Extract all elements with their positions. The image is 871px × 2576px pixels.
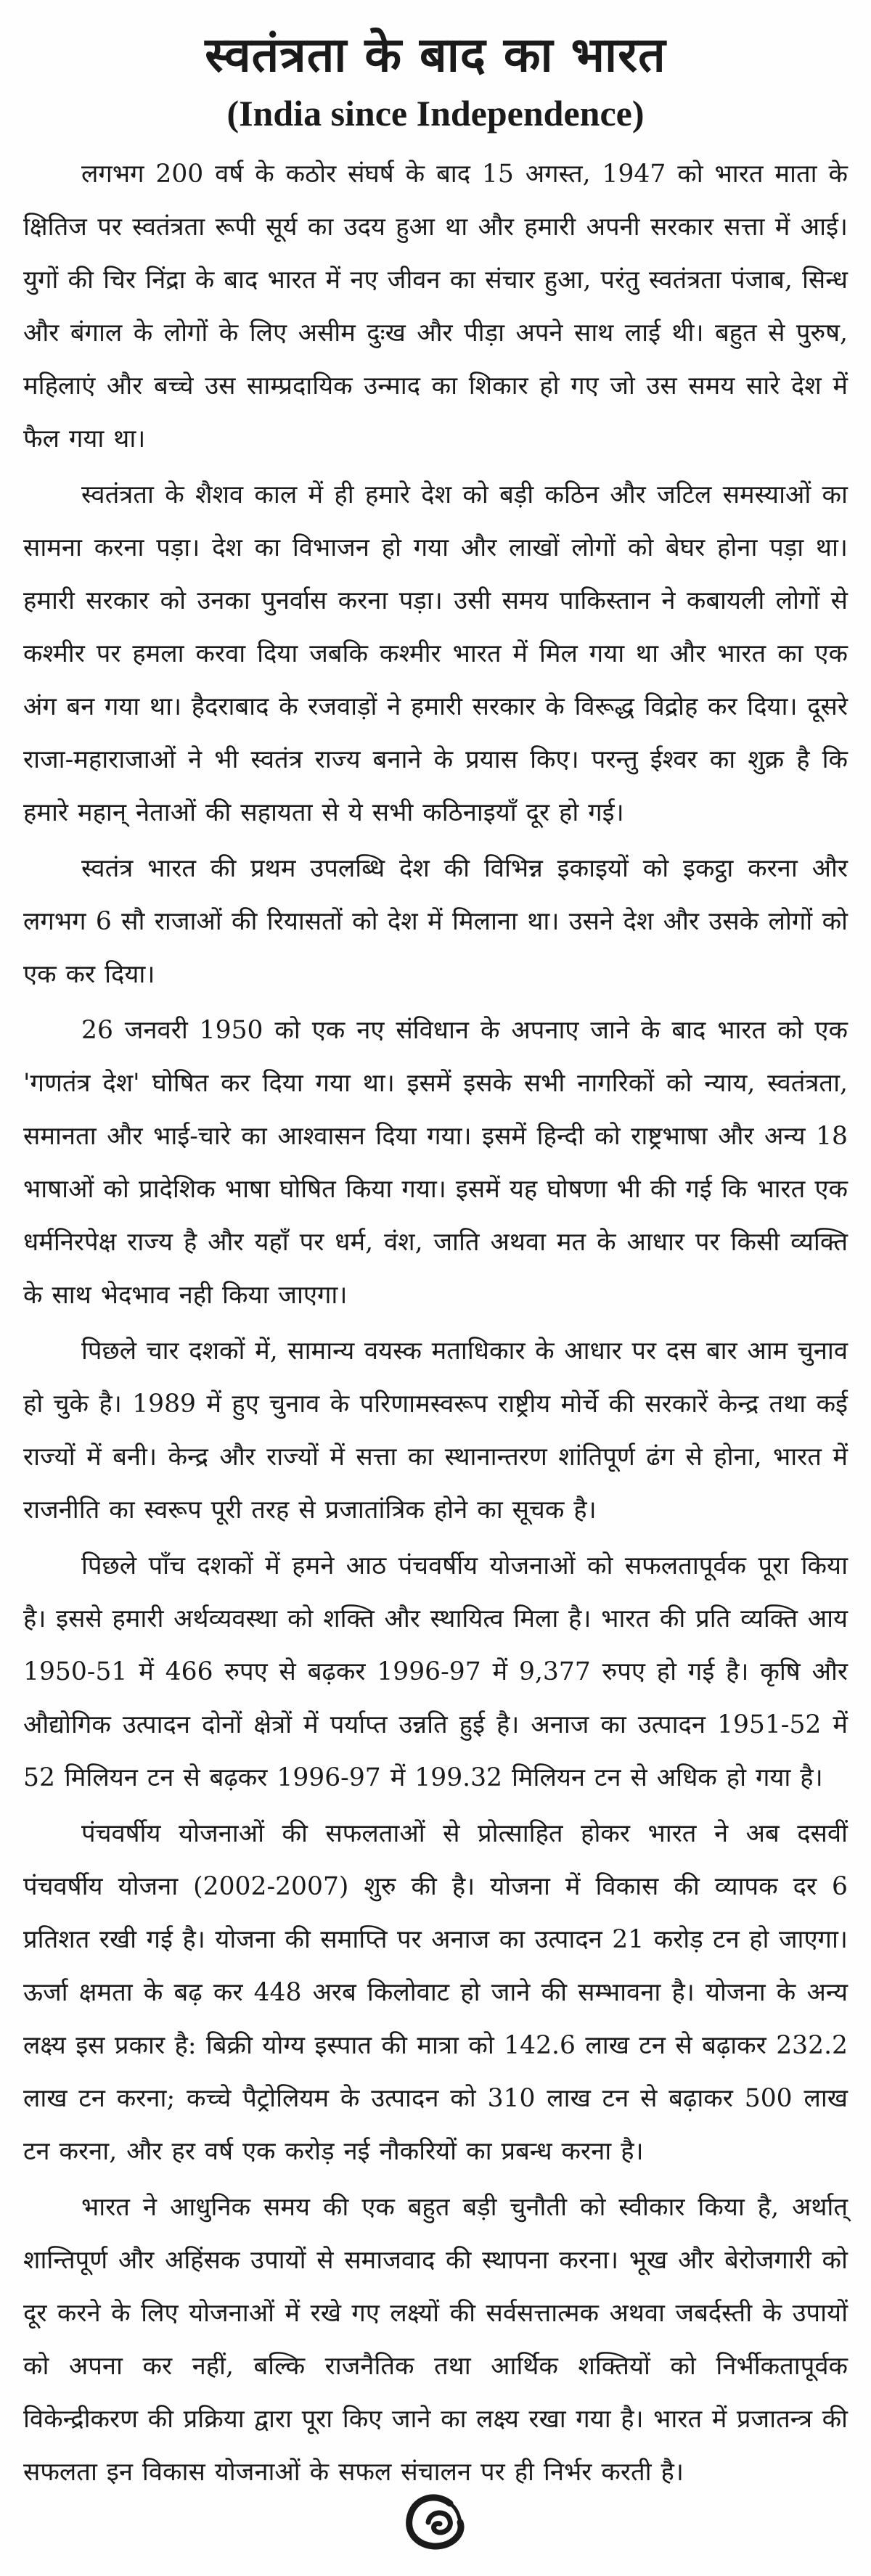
page-title-english: (India since Independence) — [226, 93, 645, 134]
paragraph-8: भारत ने आधुनिक समय की एक बहुत बड़ी चुनौती को स्वीकार किया है, अर्थात् शान्तिपूर्ण और अहिंसक उपायों से समाजवाद की स्थापना करना। भूख और बेरोजगारी को दूर करने के लिए योजनाओं में रखे गए लक्ष्यों की सर्वसत्तात्मक अथवा जबर्दस्ती के उपायों को अपना कर नहीं, बल्कि राजनैतिक तथा आर्थिक शक्तियों को निर्भीकतापूर्वक विकेन्द्रीकरण की प्रक्रिया द्वारा पूरा किए जाने का लक्ष्य रखा गया है। भारत में प्रजातन्त्र की सफलता इन विकास योजनाओं के सफल संचालन पर ही निर्भर करती है। — [23, 2193, 848, 2487]
paragraph-5: पिछले चार दशकों में, सामान्य वयस्क मताधिकार के आधार पर दस बार आम चुनाव हो चुके है। 1989 में हुए चुनाव के परिणामस्वरूप राष्ट्रीय मोर्चे की सरकारें केन्द्र तथा कई राज्यों में बनी। केन्द्र और राज्यों में सत्ता का स्थानान्तरण शांतिपूर्ण ढंग से होना, भारत में राजनीति का स्वरूप पूरी तरह से प्रजातांत्रिक होने का सूचक है। — [23, 1337, 848, 1525]
page-title-hindi: स्वतंत्रता के बाद का भारत — [205, 26, 666, 83]
essay-body — [23, 148, 848, 2499]
paragraph-4: 26 जनवरी 1950 को एक नए संविधान के अपनाए जाने के बाद भारत को एक 'गणतंत्र देश' घोषित कर दिया गया था। इसमें इसके सभी नागरिकों को न्याय, स्वतंत्रता, समानता और भाई-चारे का आश्वासन दिया गया। इसमें हिन्दी को राष्ट्रभाषा और अन्य 18 भाषाओं को प्रादेशिक भाषा घोषित किया गया। इसमें यह घोषणा भी की गई कि भारत एक धर्मनिरपेक्ष राज्य है और यहाँ पर धर्म, वंश, जाति अथवा मत के आधार पर किसी व्यक्ति के साथ भेदभाव नही किया जाएगा। — [23, 1016, 848, 1310]
paragraph-3: स्वतंत्र भारत की प्रथम उपलब्धि देश की विभिन्न इकाइयों को इकट्ठा करना और लगभग 6 सौ राजाओं की रियासतों को देश में मिलाना था। उसने देश और उसके लोगों को एक कर दिया। — [23, 854, 848, 989]
paragraph-6: पिछले पाँच दशकों में हमने आठ पंचवर्षीय योजनाओं को सफलतापूर्वक पूरा किया है। इससे हमारी अर्थव्यवस्था को शक्ति और स्थायित्व मिला है। भारत की प्रति व्यक्ति आय 1950-51 में 466 रुपए से बढ़कर 1996-97 में 9,377 रुपए हो गई है। कृषि और औद्योगिक उत्पादन दोनों क्षेत्रों में पर्याप्त उन्नति हुई है। अनाज का उत्पादन 1951-52 में 52 मिलियन टन से बढ़कर 1996-97 में 199.32 मिलियन टन से अधिक हो गया है। — [23, 1551, 848, 1792]
paragraph-2: स्वतंत्रता के शैशव काल में ही हमारे देश को बड़ी कठिन और जटिल समस्याओं का सामना करना पड़ा। देश का विभाजन हो गया और लाखों लोगों को बेघर होना पड़ा था। हमारी सरकार को उनका पुनर्वास करना पड़ा। उसी समय पाकिस्तान ने कबायली लोगों से कश्मीर पर हमला करवा दिया जबकि कश्मीर भारत में मिल गया था और भारत का एक अंग बन गया था। हैदराबाद के रजवाड़ों ने हमारी सरकार के विरूद्ध विद्रोह कर दिया। दूसरे राजा-महाराजाओं ने भी स्वतंत्र राज्य बनाने के प्रयास किए। परन्तु ईश्वर का शुक्र है कि हमारे महान् नेताओं की सहायता से ये सभी कठिनाइयाँ दूर हो गई। — [23, 480, 848, 827]
paragraph-7: पंचवर्षीय योजनाओं की सफलताओं से प्रोत्साहित होकर भारत ने अब दसवीं पंचवर्षीय योजना (2002-2007) शुरु की है। योजना में विकास की व्यापक दर 6 प्रतिशत रखी गई है। योजना की समाप्ति पर अनाज का उत्पादन 21 करोड़ टन हो जाएगा। ऊर्जा क्षमता के बढ़ कर 448 अरब किलोवाट हो जाने की सम्भावना है। योजना के अन्य लक्ष्य इस प्रकार है: बिक्री योग्य इस्पात की मात्रा को 142.6 लाख टन से बढ़ाकर 232.2 लाख टन करना; कच्चे पैट्रोलियम के उत्पादन को 310 लाख टन से बढ़ाकर 500 लाख टन करना, और हर वर्ष एक करोड़ नई नौकरियों का प्रबन्ध करना है। — [23, 1819, 848, 2166]
publisher-swirl-logo-icon — [399, 2489, 472, 2554]
paragraph-1: लगभग 200 वर्ष के कठोर संघर्ष के बाद 15 अगस्त, 1947 को भारत माता के क्षितिज पर स्वतंत्रता रूपी सूर्य का उदय हुआ था और हमारी अपनी सरकार सत्ता में आई। युगों की चिर निंद्रा के बाद भारत में नए जीवन का संचार हुआ, परंतु स्वतंत्रता पंजाब, सिन्ध और बंगाल के लोगों के लिए असीम दुःख और पीड़ा अपने साथ लाई थी। बहुत से पुरुष, महिलाएं और बच्चे उस साम्प्रदायिक उन्माद का शिकार हो गए जो उस समय सारे देश में फैल गया था। — [23, 160, 848, 454]
